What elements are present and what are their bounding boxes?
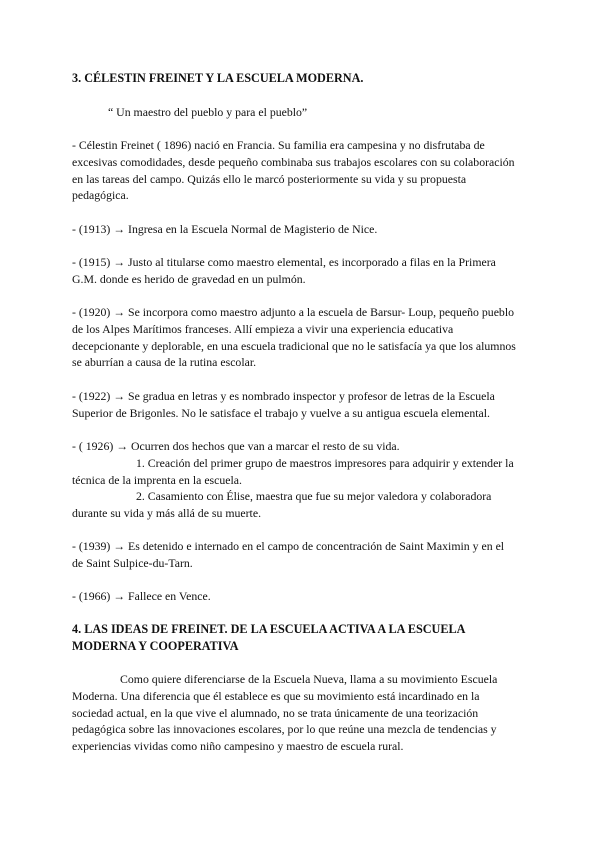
text-line: sociedad actual, en la que vive el alumnado, no se trata únicamente de una teorización	[72, 705, 479, 720]
text-line: Moderna. Una diferencia que él establece es que su movimiento está incardinado en la	[72, 688, 480, 703]
heading-line: MODERNA Y COOPERATIVA	[72, 639, 239, 653]
section-4-paragraph	[72, 671, 542, 755]
bio-paragraph-1966	[72, 588, 542, 605]
heading-line: 4. LAS IDEAS DE FREINET. DE LA ESCUELA ACTIVA A LA ESCUELA	[72, 622, 466, 636]
bio-paragraph-1915	[72, 254, 542, 288]
text-line: pedagógica sobre las innovaciones escolares, por lo que reúne una mezcla de tendencias y	[72, 722, 497, 737]
text-line: Superior de Brigonles. No le satisface el trabajo y vuelve a su antigua escuela elemental.	[72, 405, 490, 420]
text-line: - Célestin Freinet ( 1896) nació en Francia. Su familia era campesina y no disfrutaba de	[72, 138, 485, 152]
bio-paragraph-1939	[72, 538, 542, 572]
text-line: - (1922) → Se gradua en letras y es nombrado inspector y profesor de letras de la Escuela	[72, 389, 495, 403]
text-line: - (1966) → Fallece en Vence.	[72, 589, 211, 603]
text-line: G.M. donde es herido de gravedad en un pulmón.	[72, 271, 306, 286]
text-line: pedagógica.	[72, 188, 129, 203]
bio-paragraph-1926	[72, 438, 542, 522]
section-3-heading: 3. CÉLESTIN FREINET Y LA ESCUELA MODERNA.	[72, 71, 364, 85]
text-line: Como quiere diferenciarse de la Escuela Nueva, llama a su movimiento Escuela	[120, 672, 498, 686]
list-item-2: 2. Casamiento con Élise, maestra que fue su mejor valedora y colaboradora	[136, 489, 492, 504]
bio-paragraph-1913	[72, 221, 542, 238]
section-4-heading	[72, 621, 542, 655]
epigraph-quote: “ Un maestro del pueblo y para el pueblo”	[108, 105, 308, 119]
bio-paragraph-birth	[72, 137, 542, 204]
text-line: de los Alpes Marítimos franceses. Allí empieza a vivir una experiencia educativa	[72, 321, 454, 336]
text-line: - (1915) → Justo al titularse como maestro elemental, es incorporado a filas en la Primera	[72, 255, 496, 269]
bio-paragraph-1922	[72, 388, 542, 422]
text-line: decepcionante y deplorable, en una escuela tradicional que no le satisfacía ya que los alumnos	[72, 338, 516, 353]
text-line: en las tareas del campo. Quizás ello le marcó posteriormente su vida y su propuesta	[72, 171, 467, 186]
text-line: - ( 1926) → Ocurren dos hechos que van a marcar el resto de su vida.	[72, 439, 400, 453]
text-line: - (1939) → Es detenido e internado en el campo de concentración de Saint Maximin y en el	[72, 539, 505, 553]
text-line: técnica de la imprenta en la escuela.	[72, 472, 242, 487]
text-line: - (1920) → Se incorpora como maestro adjunto a la escuela de Barsur- Loup, pequeño pueblo	[72, 305, 515, 319]
bio-paragraph-1920	[72, 304, 542, 371]
text-line: experiencias vividas como niño campesino y maestro de escuela rural.	[72, 739, 404, 754]
text-line: se aburrían a causa de la rutina escolar.	[72, 355, 257, 370]
text-line: excesivas comodidades, desde pequeño combinaba sus trabajos escolares con su colaboración	[72, 154, 515, 169]
list-item-1: 1. Creación del primer grupo de maestros impresores para adquirir y extender la	[136, 455, 514, 470]
text-line: - (1913) → Ingresa en la Escuela Normal de Magisterio de Nice.	[72, 222, 378, 236]
text-line: de Saint Sulpice-du-Tarn.	[72, 555, 193, 570]
text-line: durante su vida y más allá de su muerte.	[72, 506, 262, 521]
